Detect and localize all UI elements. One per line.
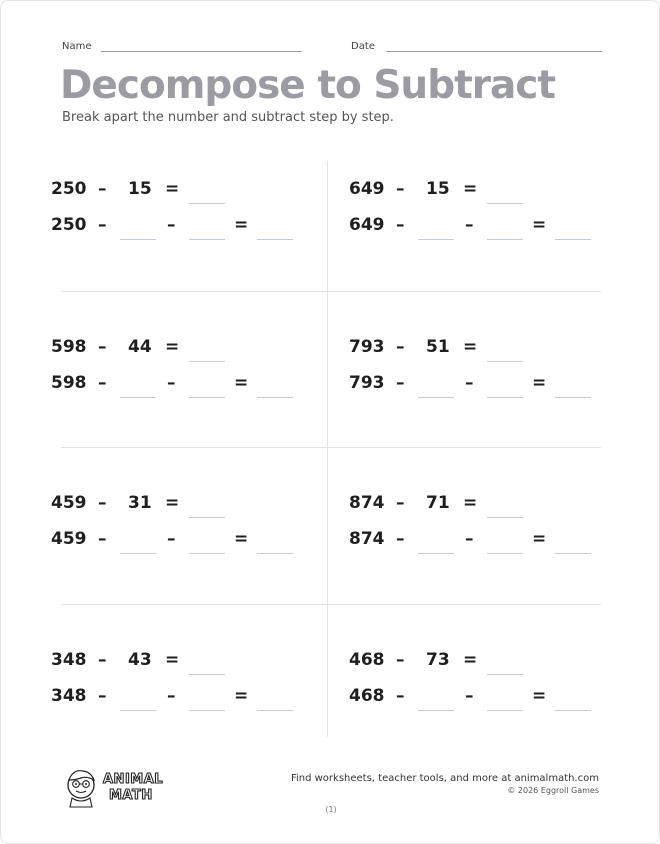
equals-sign: =	[463, 179, 478, 199]
minus-sign: –	[396, 686, 405, 706]
page-title: Decompose to Subtract	[60, 63, 556, 108]
minus-sign: –	[98, 529, 107, 549]
minus-sign: –	[396, 179, 405, 199]
answer-blank[interactable]	[189, 517, 225, 518]
minus-sign: –	[167, 373, 176, 393]
name-line[interactable]	[101, 41, 302, 52]
minuend: 348	[51, 650, 87, 670]
subtrahend: 43	[128, 650, 152, 670]
subtrahend: 31	[128, 493, 152, 513]
equals-sign: =	[532, 215, 547, 235]
problem-item	[349, 179, 609, 259]
equals-sign: =	[463, 650, 478, 670]
page-number: (1)	[325, 805, 337, 814]
row-divider	[61, 291, 601, 292]
step-blank-1[interactable]	[120, 553, 156, 554]
subtrahend: 15	[426, 179, 450, 199]
answer-blank[interactable]	[487, 517, 523, 518]
minuend: 598	[51, 337, 87, 357]
minuend: 459	[51, 493, 87, 513]
equals-sign: =	[165, 493, 180, 513]
minuend: 250	[51, 179, 87, 199]
minus-sign: –	[98, 179, 107, 199]
equals-sign: =	[165, 179, 180, 199]
answer-blank[interactable]	[189, 361, 225, 362]
minuend: 793	[349, 337, 385, 357]
minus-sign: –	[98, 650, 107, 670]
column-divider	[327, 161, 328, 737]
step-blank-2[interactable]	[189, 397, 225, 398]
minus-sign: –	[396, 529, 405, 549]
equals-sign: =	[463, 337, 478, 357]
step-blank-2[interactable]	[189, 553, 225, 554]
step-blank-2[interactable]	[487, 553, 523, 554]
minus-sign: –	[465, 215, 474, 235]
subtrahend: 73	[426, 650, 450, 670]
final-answer-blank[interactable]	[555, 710, 591, 711]
final-answer-blank[interactable]	[555, 239, 591, 240]
final-answer-blank[interactable]	[257, 239, 293, 240]
answer-blank[interactable]	[189, 203, 225, 204]
final-answer-blank[interactable]	[555, 397, 591, 398]
step-blank-2[interactable]	[487, 397, 523, 398]
final-answer-blank[interactable]	[257, 397, 293, 398]
animal-math-logo	[61, 763, 171, 809]
footer-copyright: © 2026 Eggroll Games	[507, 786, 599, 795]
step-blank-1[interactable]	[418, 239, 454, 240]
date-line[interactable]	[386, 41, 602, 52]
problem-item	[349, 650, 609, 730]
final-answer-blank[interactable]	[555, 553, 591, 554]
minus-sign: –	[465, 373, 474, 393]
row-divider	[61, 604, 601, 605]
equals-sign: =	[234, 529, 249, 549]
minus-sign: –	[465, 686, 474, 706]
step-blank-1[interactable]	[418, 553, 454, 554]
minuend: 468	[349, 650, 385, 670]
equals-sign: =	[532, 686, 547, 706]
problem-item	[51, 337, 311, 417]
problem-item	[51, 493, 311, 573]
minus-sign: –	[98, 493, 107, 513]
name-label: Name	[62, 41, 92, 52]
problem-item	[349, 493, 609, 573]
minuend-repeat: 793	[349, 373, 385, 393]
minus-sign: –	[98, 686, 107, 706]
equals-sign: =	[234, 215, 249, 235]
step-blank-2[interactable]	[487, 710, 523, 711]
equals-sign: =	[234, 373, 249, 393]
minus-sign: –	[98, 337, 107, 357]
minuend-repeat: 468	[349, 686, 385, 706]
minuend-repeat: 598	[51, 373, 87, 393]
problem-item	[349, 337, 609, 417]
answer-blank[interactable]	[189, 674, 225, 675]
logo-line-2: MATH	[109, 788, 153, 803]
answer-blank[interactable]	[487, 674, 523, 675]
minus-sign: –	[396, 493, 405, 513]
footer-tagline: Find worksheets, teacher tools, and more at animalmath.com	[290, 773, 599, 784]
logo-line-1: ANIMAL	[103, 772, 164, 787]
minuend-repeat: 250	[51, 215, 87, 235]
subtrahend: 51	[426, 337, 450, 357]
subtrahend: 44	[128, 337, 152, 357]
minus-sign: –	[396, 650, 405, 670]
answer-blank[interactable]	[487, 361, 523, 362]
minus-sign: –	[167, 215, 176, 235]
minus-sign: –	[98, 373, 107, 393]
name-field[interactable]	[62, 41, 302, 52]
minus-sign: –	[465, 529, 474, 549]
page-subtitle: Break apart the number and subtract step by step.	[62, 110, 394, 125]
minuend-repeat: 348	[51, 686, 87, 706]
equals-sign: =	[165, 337, 180, 357]
minuend: 649	[349, 179, 385, 199]
equals-sign: =	[532, 373, 547, 393]
step-blank-1[interactable]	[120, 710, 156, 711]
date-field[interactable]	[351, 41, 602, 52]
step-blank-2[interactable]	[189, 710, 225, 711]
minus-sign: –	[167, 686, 176, 706]
final-answer-blank[interactable]	[257, 710, 293, 711]
final-answer-blank[interactable]	[257, 553, 293, 554]
equals-sign: =	[532, 529, 547, 549]
step-blank-1[interactable]	[418, 710, 454, 711]
equals-sign: =	[463, 493, 478, 513]
step-blank-2[interactable]	[189, 239, 225, 240]
subtrahend: 71	[426, 493, 450, 513]
minus-sign: –	[98, 215, 107, 235]
cartoon-face-icon	[68, 771, 94, 807]
step-blank-1[interactable]	[120, 239, 156, 240]
step-blank-1[interactable]	[418, 397, 454, 398]
minus-sign: –	[167, 529, 176, 549]
minuend-repeat: 649	[349, 215, 385, 235]
date-label: Date	[351, 41, 375, 52]
minus-sign: –	[396, 337, 405, 357]
subtrahend: 15	[128, 179, 152, 199]
step-blank-2[interactable]	[487, 239, 523, 240]
problem-item	[51, 179, 311, 259]
equals-sign: =	[165, 650, 180, 670]
step-blank-1[interactable]	[120, 397, 156, 398]
minuend-repeat: 874	[349, 529, 385, 549]
answer-blank[interactable]	[487, 203, 523, 204]
minus-sign: –	[396, 215, 405, 235]
equals-sign: =	[234, 686, 249, 706]
minuend: 874	[349, 493, 385, 513]
minus-sign: –	[396, 373, 405, 393]
minuend-repeat: 459	[51, 529, 87, 549]
problem-item	[51, 650, 311, 730]
row-divider	[61, 447, 601, 448]
